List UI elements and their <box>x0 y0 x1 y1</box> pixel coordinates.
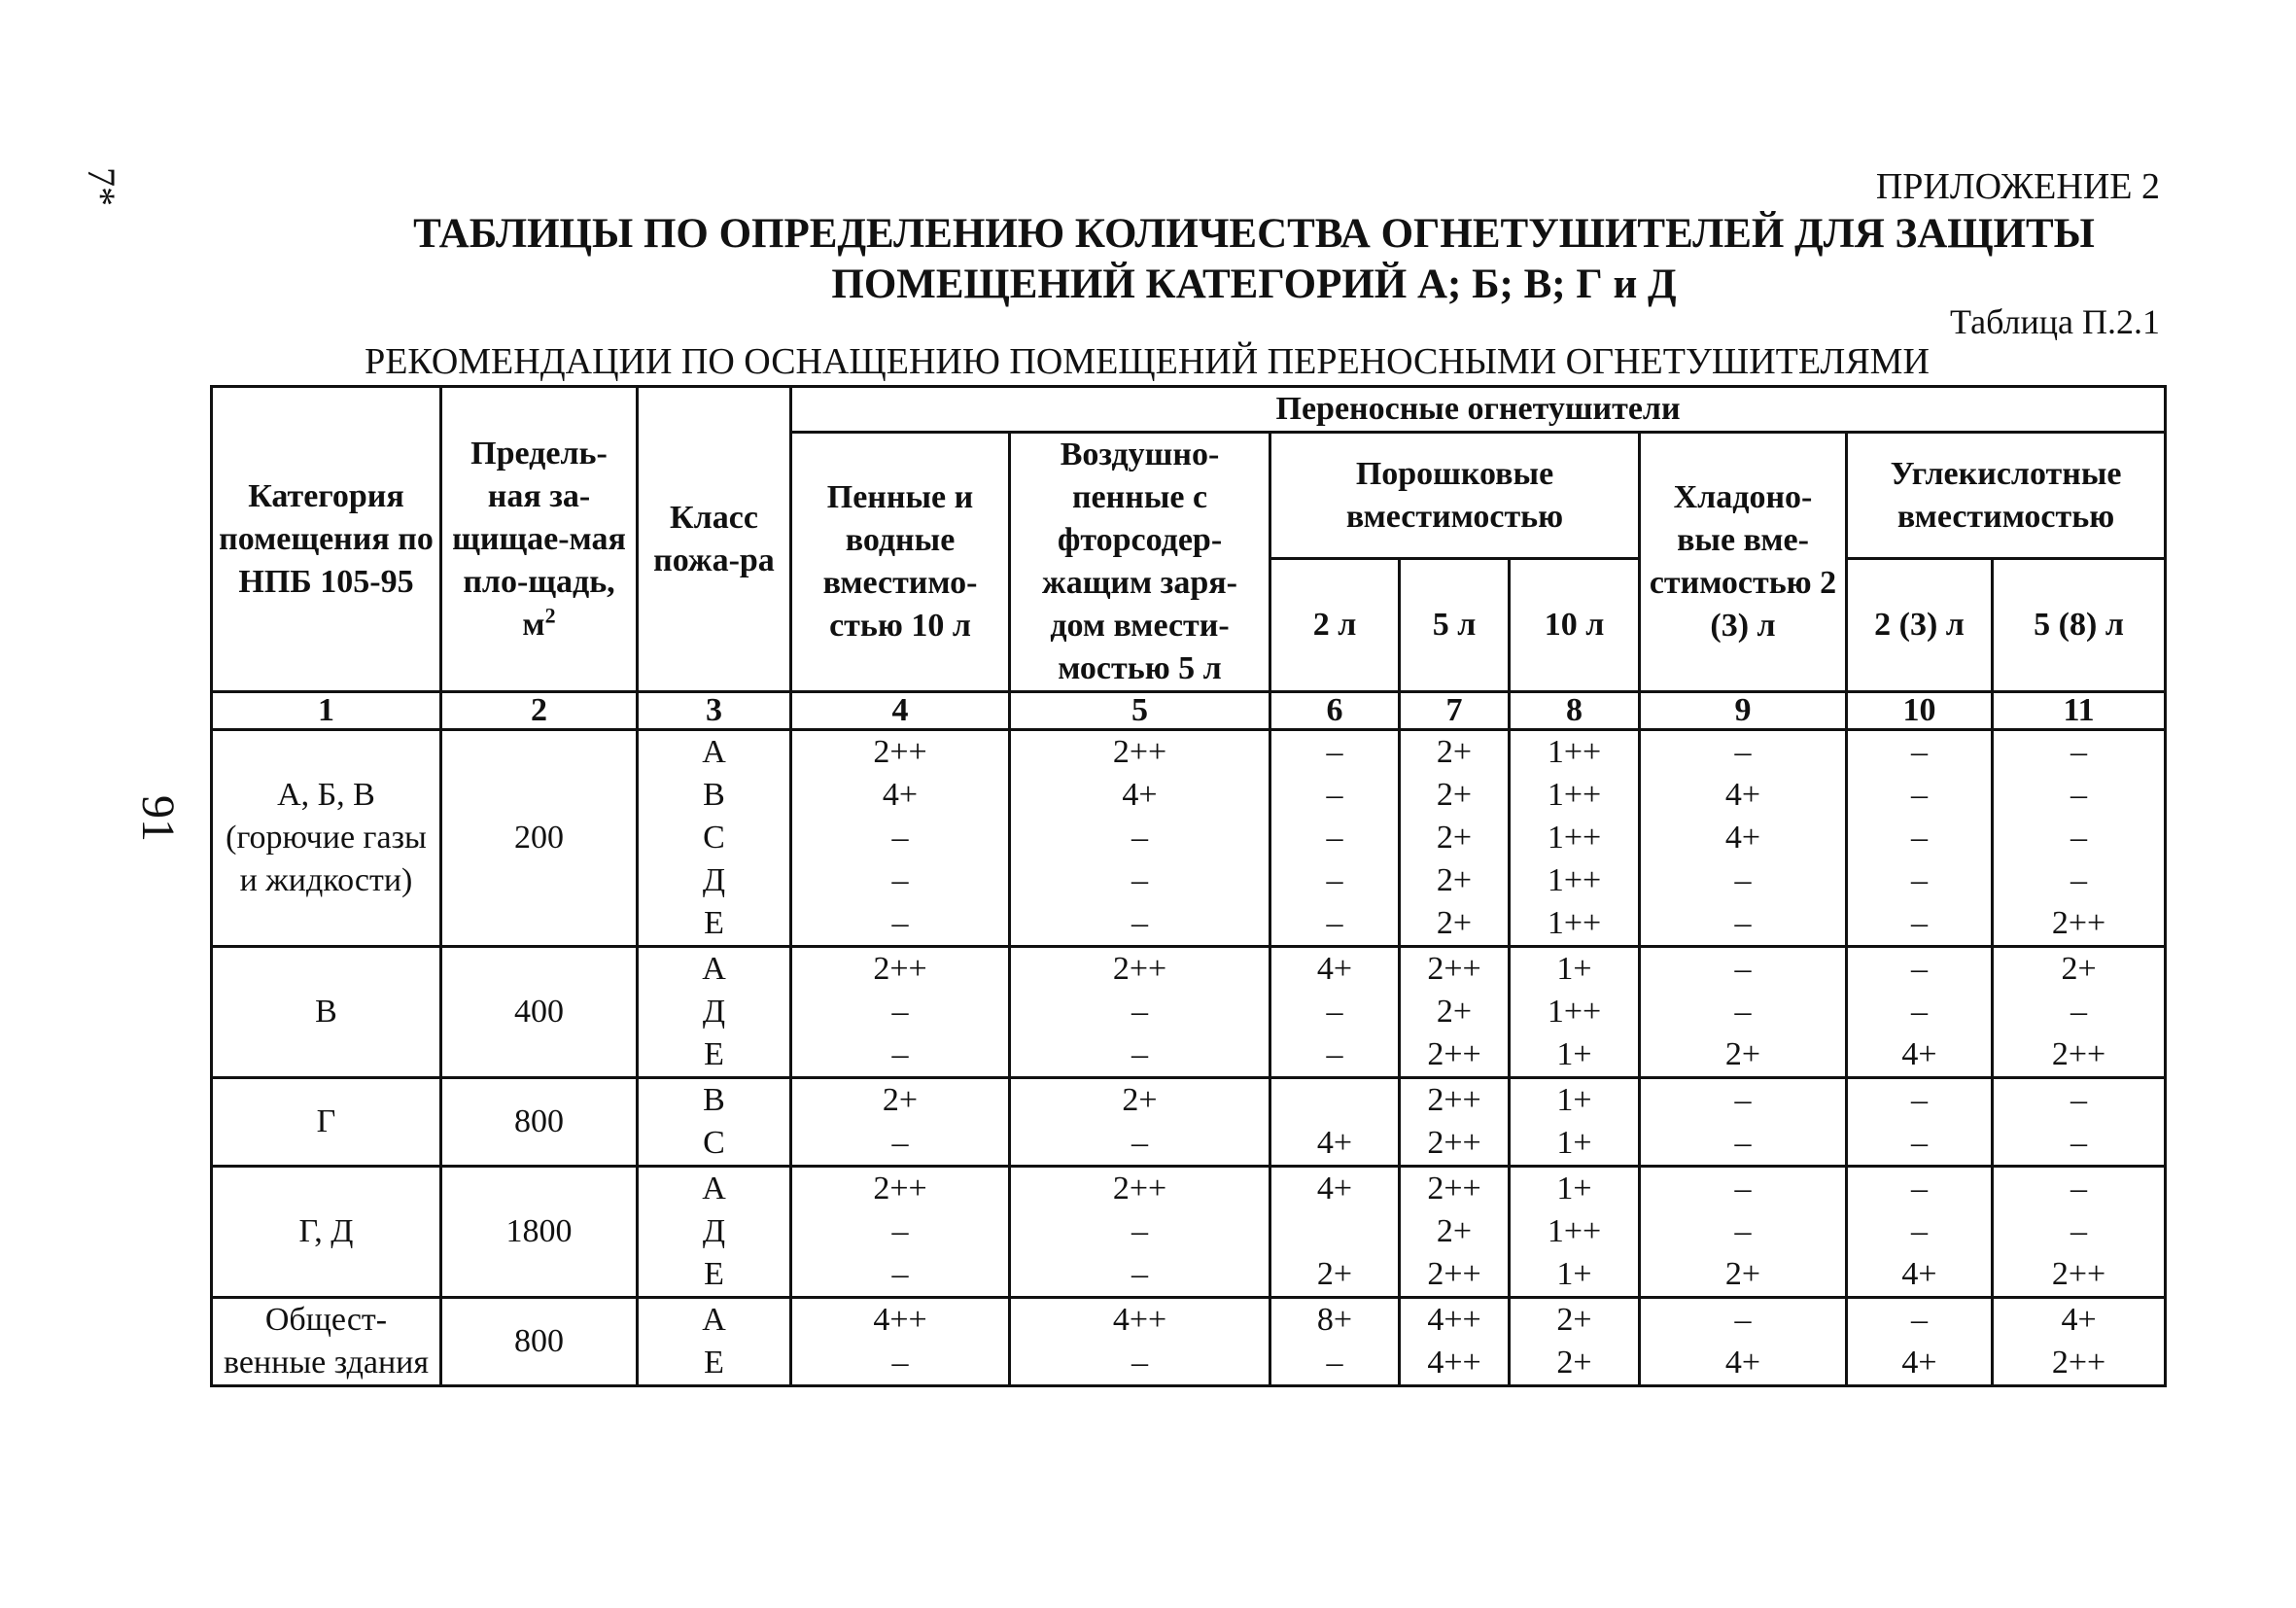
classes-value: С <box>703 820 725 856</box>
airfoam-value: – <box>1131 1213 1148 1249</box>
foam-value: 4+ <box>882 777 919 813</box>
header-halon: Хладоно-вые вме-стимостью 2 (3) л <box>1640 433 1847 692</box>
powder10-value: 1++ <box>1547 734 1602 770</box>
area-cell: 400 <box>441 947 638 1078</box>
classes-value: Д <box>702 994 726 1030</box>
powder2-value: – <box>1326 734 1343 770</box>
table-row <box>212 1167 2166 1298</box>
co2_2-value: – <box>1911 951 1928 987</box>
foam-value: – <box>891 1213 909 1249</box>
powder5-value: 4++ <box>1427 1345 1481 1381</box>
halon-value: 4+ <box>1724 777 1761 813</box>
header-foam: Пенные и водные вместимо-стью 10 л <box>791 433 1010 692</box>
airfoam-value: 2++ <box>1112 734 1167 770</box>
foam-value: – <box>891 1036 909 1072</box>
powder5-value: 2++ <box>1427 1125 1481 1161</box>
header-category: Категория помещения по НПБ 105-95 <box>212 387 441 692</box>
halon-value: – <box>1734 994 1752 1030</box>
airfoam-value: 2++ <box>1112 1171 1167 1206</box>
area-cell: 800 <box>441 1298 638 1386</box>
halon-value: 4+ <box>1724 1345 1761 1381</box>
halon-cell <box>1640 1078 1847 1167</box>
foam-cell <box>791 1078 1010 1167</box>
classes-cell <box>638 1167 791 1298</box>
powder2-value: – <box>1326 994 1343 1030</box>
category-cell: Г, Д <box>212 1167 441 1298</box>
header-group-powder: Порошковые вместимостью <box>1270 433 1640 559</box>
column-number: 1 <box>212 692 441 730</box>
column-number: 11 <box>1993 692 2166 730</box>
halon-value: – <box>1734 1125 1752 1161</box>
co2_5-value: 2++ <box>2051 905 2106 941</box>
page-corner-mark: 7* <box>80 167 123 206</box>
classes-value: А <box>702 1171 726 1206</box>
foam-value: 2++ <box>873 951 927 987</box>
classes-value: Д <box>702 1213 726 1249</box>
airfoam-value: – <box>1131 1345 1148 1381</box>
co2_5-value: – <box>2070 1171 2088 1206</box>
co2_5-value: – <box>2070 734 2088 770</box>
powder2-cell <box>1270 730 1400 947</box>
co2_2-value: 4+ <box>1901 1256 1937 1292</box>
powder5-value: 2+ <box>1436 820 1473 856</box>
co2_2-value: 4+ <box>1901 1036 1937 1072</box>
co2_5-cell <box>1993 1298 2166 1386</box>
powder10-value: 1++ <box>1547 820 1602 856</box>
powder2-cell <box>1270 947 1400 1078</box>
document-title <box>330 209 2177 310</box>
classes-cell <box>638 730 791 947</box>
powder10-value: 1++ <box>1547 862 1602 898</box>
airfoam-value: – <box>1131 1036 1148 1072</box>
classes-value: А <box>702 951 726 987</box>
foam-value: 2+ <box>882 1082 919 1118</box>
co2_5-cell <box>1993 1167 2166 1298</box>
powder2-value: – <box>1326 777 1343 813</box>
co2_2-cell <box>1847 1298 1993 1386</box>
header-area-sup: 2 <box>544 603 556 628</box>
powder2-value: 4+ <box>1316 1125 1353 1161</box>
airfoam-cell <box>1010 1167 1270 1298</box>
classes-cell <box>638 1298 791 1386</box>
foam-value: – <box>891 862 909 898</box>
halon-value: 2+ <box>1724 1256 1761 1292</box>
classes-value: Е <box>704 1256 724 1292</box>
halon-value: – <box>1734 1302 1752 1338</box>
powder5-value: 2++ <box>1427 1082 1481 1118</box>
table-row <box>212 1078 2166 1167</box>
header-powder-2: 2 л <box>1270 559 1400 692</box>
co2_5-value: – <box>2070 777 2088 813</box>
foam-cell <box>791 730 1010 947</box>
powder5-value: 2++ <box>1427 1036 1481 1072</box>
airfoam-cell <box>1010 1078 1270 1167</box>
powder2-value <box>1271 1079 1398 1122</box>
powder5-value: 2+ <box>1436 994 1473 1030</box>
powder2-value: – <box>1326 820 1343 856</box>
powder5-value: 2++ <box>1427 1256 1481 1292</box>
powder2-value <box>1271 1210 1398 1253</box>
powder10-value: 1++ <box>1547 1213 1602 1249</box>
powder10-value: 1++ <box>1547 905 1602 941</box>
co2_2-value: – <box>1911 820 1928 856</box>
halon-value: 2+ <box>1724 1036 1761 1072</box>
airfoam-value: – <box>1131 862 1148 898</box>
airfoam-value: 4++ <box>1112 1302 1167 1338</box>
airfoam-value: – <box>1131 1256 1148 1292</box>
powder2-cell <box>1270 1167 1400 1298</box>
airfoam-cell <box>1010 947 1270 1078</box>
column-number-row <box>212 692 2166 730</box>
header-powder-10: 10 л <box>1510 559 1640 692</box>
powder2-cell <box>1270 1078 1400 1167</box>
foam-cell <box>791 1167 1010 1298</box>
powder5-cell <box>1400 947 1510 1078</box>
foam-value: – <box>891 1125 909 1161</box>
classes-value: В <box>703 1082 725 1118</box>
classes-value: А <box>702 734 726 770</box>
classes-value: Д <box>702 862 726 898</box>
powder5-value: 2+ <box>1436 862 1473 898</box>
powder10-value: 1+ <box>1556 951 1592 987</box>
powder10-value: 1+ <box>1556 1082 1592 1118</box>
powder2-value: – <box>1326 1036 1343 1072</box>
co2_2-value: 4+ <box>1901 1345 1937 1381</box>
column-number: 3 <box>638 692 791 730</box>
classes-value: А <box>702 1302 726 1338</box>
halon-value: – <box>1734 905 1752 941</box>
area-cell: 200 <box>441 730 638 947</box>
powder10-cell <box>1510 1078 1640 1167</box>
powder2-value: – <box>1326 862 1343 898</box>
header-powder-5: 5 л <box>1400 559 1510 692</box>
co2_5-cell <box>1993 730 2166 947</box>
powder10-value: 2+ <box>1556 1302 1592 1338</box>
airfoam-value: – <box>1131 820 1148 856</box>
foam-value: – <box>891 820 909 856</box>
halon-value: – <box>1734 862 1752 898</box>
co2_2-value: – <box>1911 905 1928 941</box>
halon-value: – <box>1734 951 1752 987</box>
classes-cell <box>638 1078 791 1167</box>
column-number: 2 <box>441 692 638 730</box>
co2_5-value: 2+ <box>2061 951 2097 987</box>
powder2-value: 8+ <box>1316 1302 1353 1338</box>
header-group-portable: Переносные огнетушители <box>791 387 2166 433</box>
header-co2-5: 5 (8) л <box>1993 559 2166 692</box>
powder10-value: 1++ <box>1547 994 1602 1030</box>
area-cell: 800 <box>441 1078 638 1167</box>
table-id: Таблица П.2.1 <box>1950 302 2160 341</box>
header-area-text: Предель-ная за-щищае-мая пло-щадь, м <box>452 435 626 643</box>
co2_2-cell <box>1847 1078 1993 1167</box>
airfoam-value: – <box>1131 905 1148 941</box>
powder5-value: 2+ <box>1436 777 1473 813</box>
powder5-cell <box>1400 1167 1510 1298</box>
table-title: РЕКОМЕНДАЦИИ ПО ОСНАЩЕНИЮ ПОМЕЩЕНИЙ ПЕРЕНОСНЫМИ ОГНЕТУШИТЕЛЯМИ <box>365 341 1930 382</box>
airfoam-value: 2+ <box>1122 1082 1158 1118</box>
powder10-cell <box>1510 1298 1640 1386</box>
co2_2-value: – <box>1911 734 1928 770</box>
powder5-value: 4++ <box>1427 1302 1481 1338</box>
table-row <box>212 947 2166 1078</box>
powder10-value: 1+ <box>1556 1171 1592 1206</box>
category-cell: В <box>212 947 441 1078</box>
powder2-value: – <box>1326 1345 1343 1381</box>
airfoam-value: – <box>1131 1125 1148 1161</box>
co2_2-cell <box>1847 947 1993 1078</box>
powder10-cell <box>1510 730 1640 947</box>
powder2-value: 4+ <box>1316 951 1353 987</box>
category-cell: Г <box>212 1078 441 1167</box>
table-body <box>212 730 2166 1386</box>
co2_2-value: – <box>1911 777 1928 813</box>
area-cell: 1800 <box>441 1167 638 1298</box>
halon-value: 4+ <box>1724 820 1761 856</box>
column-number: 10 <box>1847 692 1993 730</box>
halon-cell <box>1640 1298 1847 1386</box>
halon-value: – <box>1734 1082 1752 1118</box>
airfoam-value: – <box>1131 994 1148 1030</box>
extinguisher-table <box>210 385 2167 1387</box>
co2_2-value: – <box>1911 1213 1928 1249</box>
category-cell: А, Б, В (горючие газы и жидкости) <box>212 730 441 947</box>
co2_2-value: – <box>1911 1302 1928 1338</box>
powder5-cell <box>1400 1078 1510 1167</box>
co2_5-value: – <box>2070 1125 2088 1161</box>
co2_5-value: – <box>2070 1082 2088 1118</box>
co2_2-value: – <box>1911 862 1928 898</box>
co2_5-value: – <box>2070 820 2088 856</box>
foam-value: 4++ <box>873 1302 927 1338</box>
table-row <box>212 730 2166 947</box>
header-fire-class: Класс пожа-ра <box>638 387 791 692</box>
powder10-value: 1+ <box>1556 1256 1592 1292</box>
header-area <box>441 387 638 692</box>
classes-value: С <box>703 1125 725 1161</box>
column-number: 9 <box>1640 692 1847 730</box>
halon-value: – <box>1734 1213 1752 1249</box>
powder10-value: 2+ <box>1556 1345 1592 1381</box>
powder2-value: – <box>1326 905 1343 941</box>
foam-value: – <box>891 1256 909 1292</box>
foam-cell <box>791 947 1010 1078</box>
powder5-value: 2+ <box>1436 905 1473 941</box>
powder5-cell <box>1400 730 1510 947</box>
classes-cell <box>638 947 791 1078</box>
classes-value: Е <box>704 1345 724 1381</box>
document-title-line-1: ТАБЛИЦЫ ПО ОПРЕДЕЛЕНИЮ КОЛИЧЕСТВА ОГНЕТУШИТЕЛЕЙ ДЛЯ ЗАЩИТЫ <box>413 211 2095 257</box>
airfoam-value: 4+ <box>1122 777 1158 813</box>
co2_5-value: 2++ <box>2051 1256 2106 1292</box>
powder10-cell <box>1510 1167 1640 1298</box>
foam-value: – <box>891 905 909 941</box>
foam-value: 2++ <box>873 734 927 770</box>
co2_2-cell <box>1847 1167 1993 1298</box>
foam-cell <box>791 1298 1010 1386</box>
header-co2-2: 2 (3) л <box>1847 559 1993 692</box>
airfoam-cell <box>1010 730 1270 947</box>
column-number: 7 <box>1400 692 1510 730</box>
powder10-value: 1+ <box>1556 1125 1592 1161</box>
powder10-value: 1+ <box>1556 1036 1592 1072</box>
co2_5-value: 2++ <box>2051 1036 2106 1072</box>
page-number: 91 <box>132 795 184 842</box>
airfoam-cell <box>1010 1298 1270 1386</box>
halon-cell <box>1640 947 1847 1078</box>
column-number: 8 <box>1510 692 1640 730</box>
powder5-value: 2+ <box>1436 1213 1473 1249</box>
co2_2-value: – <box>1911 1125 1928 1161</box>
airfoam-value: 2++ <box>1112 951 1167 987</box>
powder5-cell <box>1400 1298 1510 1386</box>
category-cell: Общест-венные здания <box>212 1298 441 1386</box>
halon-value: – <box>1734 734 1752 770</box>
co2_5-value: – <box>2070 862 2088 898</box>
co2_5-value: – <box>2070 1213 2088 1249</box>
co2_5-cell <box>1993 1078 2166 1167</box>
halon-cell <box>1640 1167 1847 1298</box>
table-row <box>212 1298 2166 1386</box>
classes-value: Е <box>704 905 724 941</box>
header-airfoam: Воздушно-пенные с фторсодер-жащим заря-дом вмести-мостью 5 л <box>1010 433 1270 692</box>
powder5-value: 2+ <box>1436 734 1473 770</box>
co2_2-value: – <box>1911 1171 1928 1206</box>
co2_2-value: – <box>1911 1082 1928 1118</box>
header-group-co2: Углекислотные вместимостью <box>1847 433 2166 559</box>
column-number: 5 <box>1010 692 1270 730</box>
document-title-line-2: ПОМЕЩЕНИЙ КАТЕГОРИЙ А; Б; В; Г и Д <box>831 262 1677 307</box>
co2_5-cell <box>1993 947 2166 1078</box>
foam-value: – <box>891 1345 909 1381</box>
co2_2-cell <box>1847 730 1993 947</box>
foam-value: – <box>891 994 909 1030</box>
halon-cell <box>1640 730 1847 947</box>
foam-value: 2++ <box>873 1171 927 1206</box>
classes-value: Е <box>704 1036 724 1072</box>
classes-value: В <box>703 777 725 813</box>
co2_5-value: 4+ <box>2061 1302 2097 1338</box>
powder2-value: 2+ <box>1316 1256 1353 1292</box>
powder2-value: 4+ <box>1316 1171 1353 1206</box>
column-number: 6 <box>1270 692 1400 730</box>
co2_5-value: 2++ <box>2051 1345 2106 1381</box>
column-number: 4 <box>791 692 1010 730</box>
appendix-label: ПРИЛОЖЕНИЕ 2 <box>1875 166 2160 207</box>
powder10-value: 1++ <box>1547 777 1602 813</box>
powder2-cell <box>1270 1298 1400 1386</box>
co2_5-value: – <box>2070 994 2088 1030</box>
powder10-cell <box>1510 947 1640 1078</box>
co2_2-value: – <box>1911 994 1928 1030</box>
powder5-value: 2++ <box>1427 951 1481 987</box>
halon-value: – <box>1734 1171 1752 1206</box>
powder5-value: 2++ <box>1427 1171 1481 1206</box>
